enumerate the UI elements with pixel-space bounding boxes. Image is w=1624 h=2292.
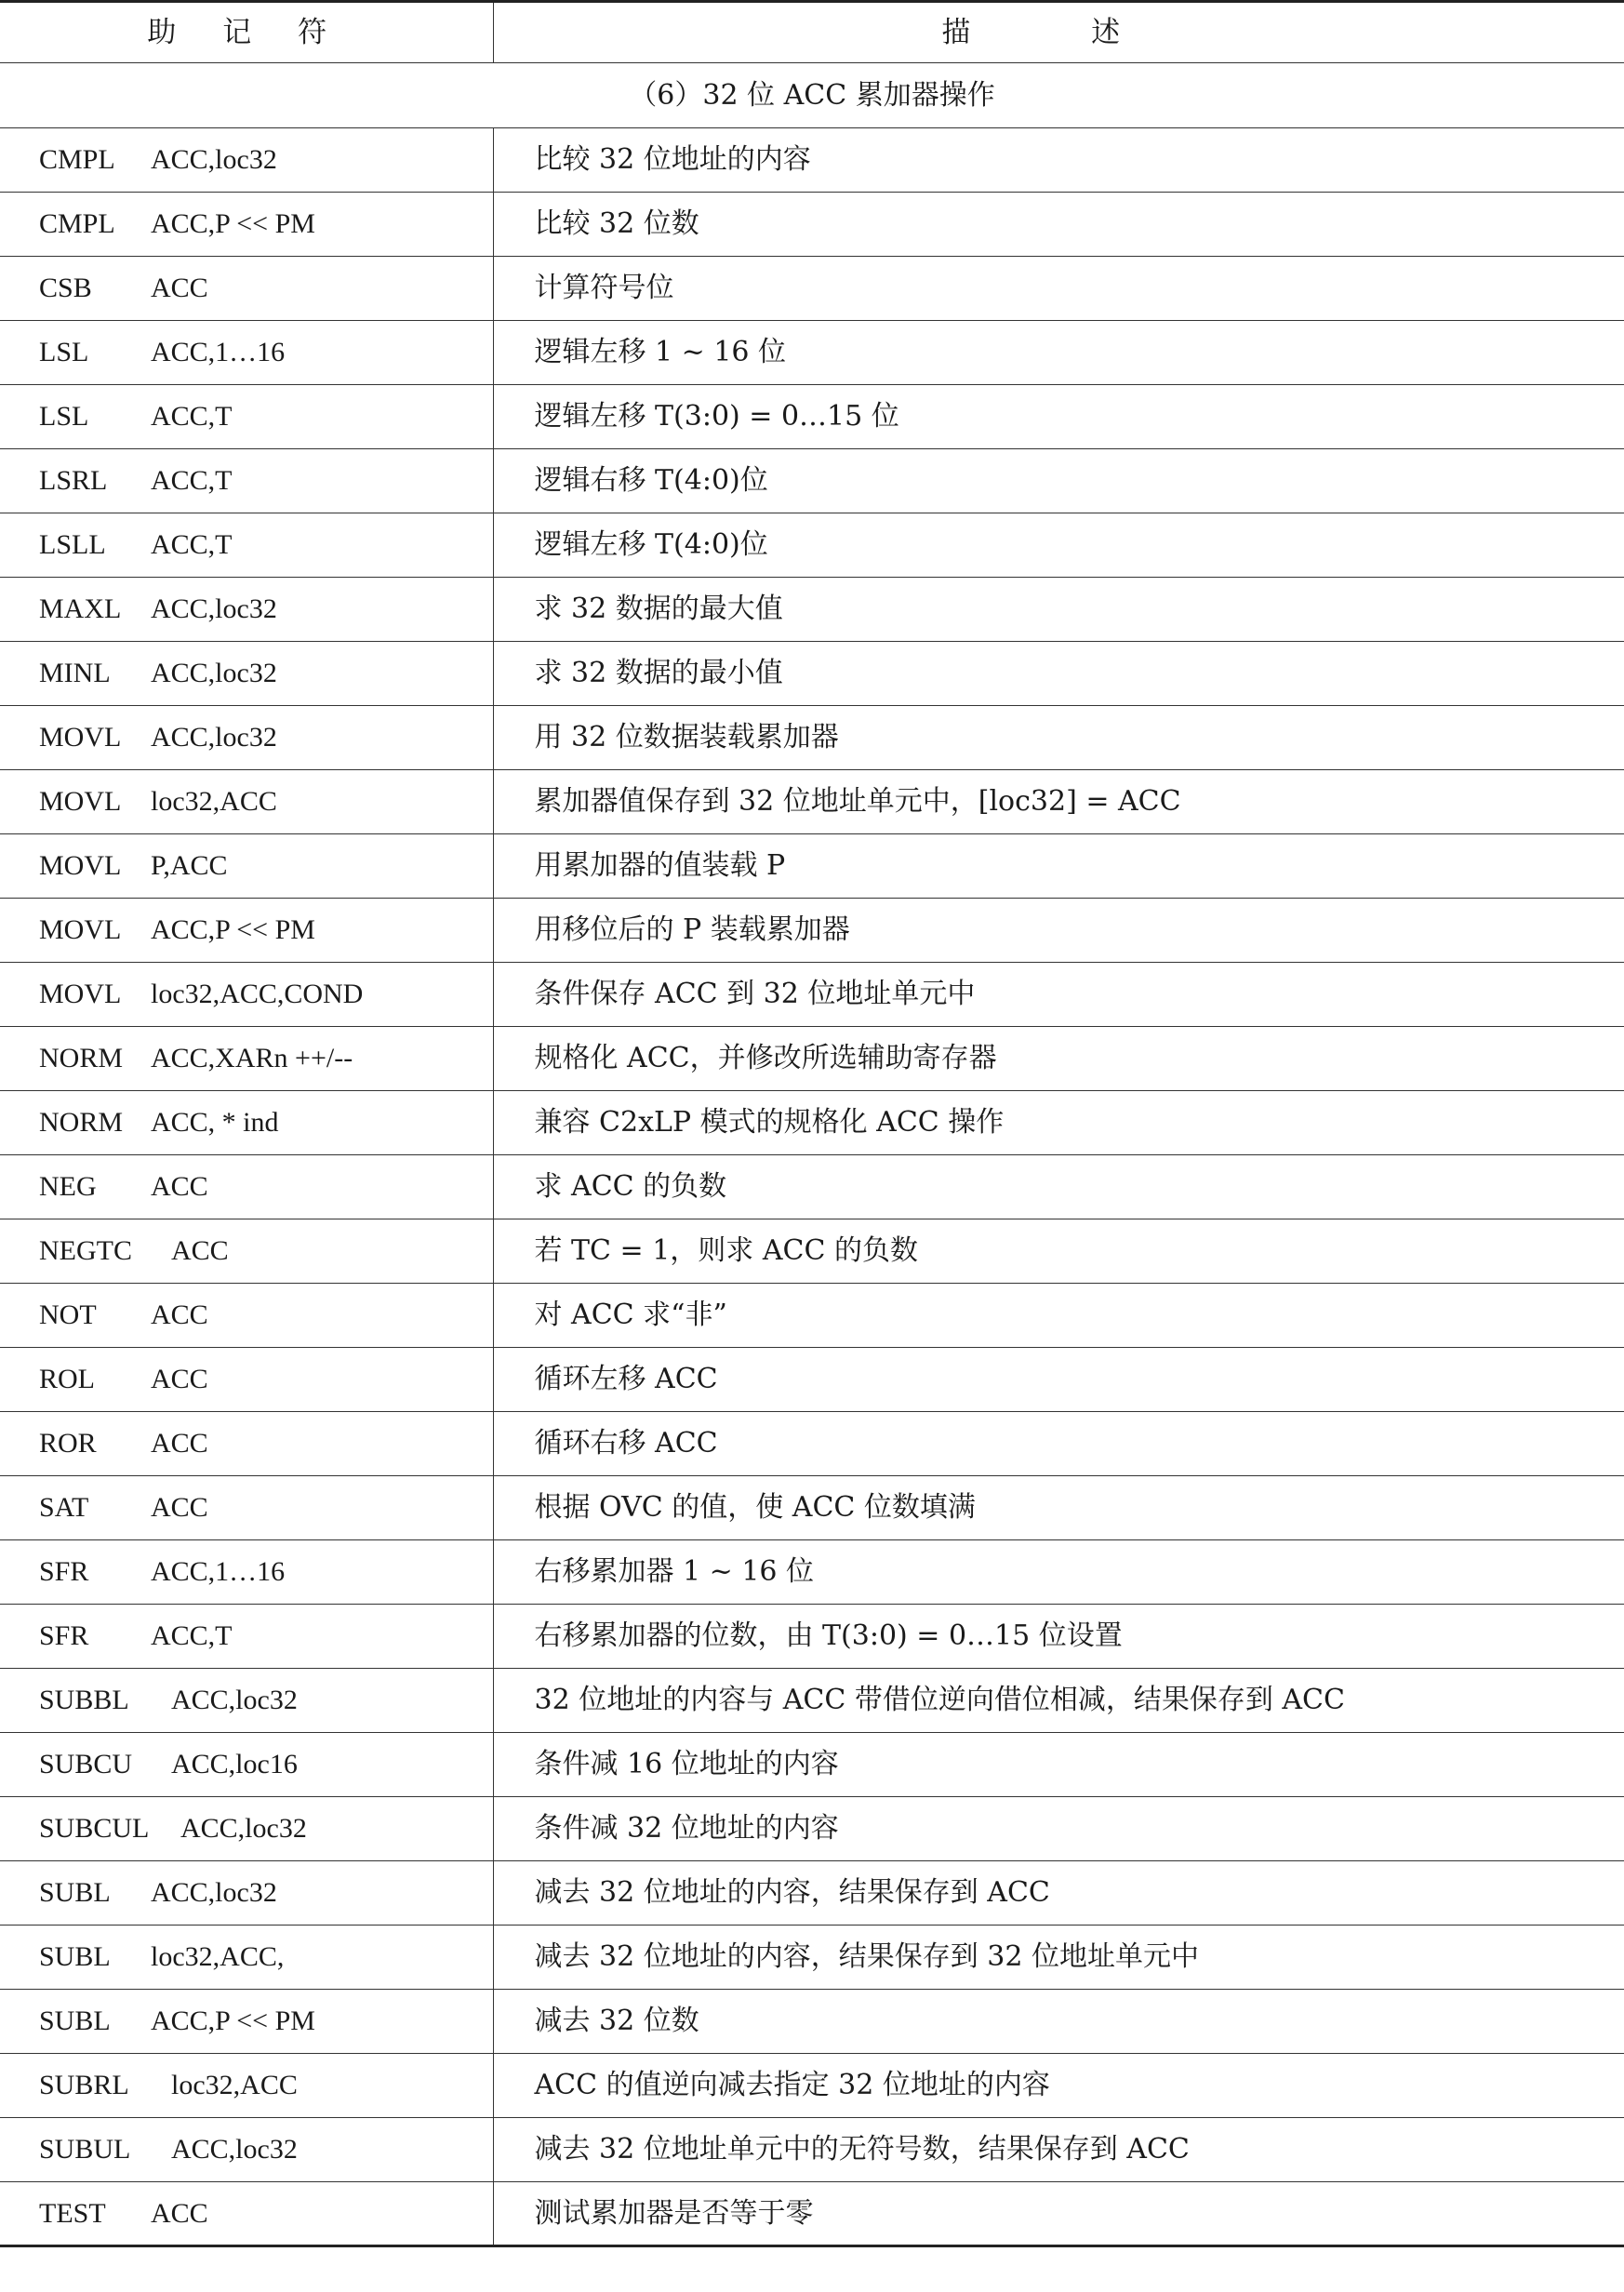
description-cell: 右移累加器的位数，由 T(3:0) = 0…15 位设置	[493, 1605, 1624, 1669]
description-cell: 逻辑左移 T(3:0) = 0…15 位	[493, 385, 1624, 449]
mnemonic: TEST	[39, 2197, 106, 2229]
mnemonic-cell	[0, 1861, 493, 1926]
mnemonic-cell	[0, 1733, 493, 1797]
mnemonic-cell	[0, 2118, 493, 2182]
mnemonic: MOVL	[39, 786, 122, 817]
operands: ACC	[151, 1171, 208, 1202]
mnemonic: MAXL	[39, 593, 122, 624]
table-row	[0, 578, 1624, 642]
mnemonic-cell	[0, 899, 493, 963]
description-cell: 累加器值保存到 32 位地址单元中，[loc32] = ACC	[493, 770, 1624, 834]
operands: ACC	[151, 1364, 208, 1394]
operands: ACC,loc32	[151, 593, 277, 624]
description-cell: 兼容 C2xLP 模式的规格化 ACC 操作	[493, 1091, 1624, 1155]
mnemonic: MOVL	[39, 722, 122, 753]
mnemonic: ROL	[39, 1364, 95, 1394]
mnemonic-cell	[0, 128, 493, 193]
header-description: 描 述	[493, 2, 1624, 63]
operands: P,ACC	[151, 850, 228, 881]
header-mnemonic: 助 记 符	[0, 2, 493, 63]
mnemonic-cell	[0, 513, 493, 578]
description-cell: 循环右移 ACC	[493, 1412, 1624, 1476]
table-row	[0, 1155, 1624, 1219]
operands: ACC,P << PM	[151, 208, 315, 239]
description-cell: 条件保存 ACC 到 32 位地址单元中	[493, 963, 1624, 1027]
mnemonic: SUBRL	[39, 2070, 129, 2100]
mnemonic: SFR	[39, 1556, 89, 1587]
description-cell: 用移位后的 P 装载累加器	[493, 899, 1624, 963]
description-cell: 求 32 数据的最小值	[493, 642, 1624, 706]
mnemonic: LSL	[39, 337, 89, 367]
description-cell: ACC 的值逆向减去指定 32 位地址的内容	[493, 2054, 1624, 2118]
mnemonic: SUBBL	[39, 1685, 129, 1715]
operands: ACC,1…16	[151, 1556, 286, 1587]
operands: ACC,loc32	[151, 722, 277, 753]
mnemonic-cell	[0, 642, 493, 706]
operands: loc32,ACC,COND	[151, 979, 364, 1009]
description-cell: 逻辑左移 1 ~ 16 位	[493, 321, 1624, 385]
mnemonic: CSB	[39, 273, 92, 303]
description-cell: 循环左移 ACC	[493, 1348, 1624, 1412]
operands: ACC,loc32	[151, 1877, 277, 1908]
description-cell: 比较 32 位数	[493, 193, 1624, 257]
description-cell: 逻辑左移 T(4:0)位	[493, 513, 1624, 578]
mnemonic-cell	[0, 2182, 493, 2246]
description-cell: 右移累加器 1 ~ 16 位	[493, 1540, 1624, 1605]
description-cell: 32 位地址的内容与 ACC 带借位逆向借位相减，结果保存到 ACC	[493, 1669, 1624, 1733]
description-cell: 计算符号位	[493, 257, 1624, 321]
section-title: （6）32 位 ACC 累加器操作	[0, 63, 1624, 128]
table-row	[0, 1348, 1624, 1412]
mnemonic-cell	[0, 193, 493, 257]
description-cell: 减去 32 位地址的内容，结果保存到 32 位地址单元中	[493, 1926, 1624, 1990]
description-cell: 条件减 32 位地址的内容	[493, 1797, 1624, 1861]
mnemonic-cell	[0, 1412, 493, 1476]
table-row	[0, 1926, 1624, 1990]
table-row	[0, 1091, 1624, 1155]
operands: ACC,P << PM	[151, 2006, 315, 2036]
mnemonic: SAT	[39, 1492, 89, 1523]
operands: ACC, * ind	[151, 1107, 279, 1138]
mnemonic: LSLL	[39, 529, 106, 560]
table-row	[0, 449, 1624, 513]
table-row	[0, 513, 1624, 578]
operands: ACC,loc16	[171, 1749, 298, 1779]
mnemonic: SUBCUL	[39, 1813, 150, 1844]
description-cell: 条件减 16 位地址的内容	[493, 1733, 1624, 1797]
table-row	[0, 1797, 1624, 1861]
mnemonic-cell	[0, 1219, 493, 1284]
mnemonic: NORM	[39, 1107, 124, 1138]
table-row	[0, 385, 1624, 449]
operands: ACC,loc32	[171, 1685, 298, 1715]
mnemonic-cell	[0, 1797, 493, 1861]
operands: ACC,T	[151, 529, 233, 560]
table-row	[0, 1605, 1624, 1669]
operands: loc32,ACC	[151, 786, 277, 817]
table-row	[0, 1219, 1624, 1284]
table-header	[0, 2, 1624, 63]
table-row	[0, 1861, 1624, 1926]
table-row	[0, 1412, 1624, 1476]
operands: ACC,P << PM	[151, 914, 315, 945]
table-row	[0, 321, 1624, 385]
mnemonic: CMPL	[39, 144, 115, 175]
operands: loc32,ACC,	[151, 1941, 285, 1972]
description-cell: 对 ACC 求“非”	[493, 1284, 1624, 1348]
table-row	[0, 642, 1624, 706]
table-body	[0, 63, 1624, 2246]
mnemonic: LSRL	[39, 465, 108, 496]
mnemonic-cell	[0, 1476, 493, 1540]
mnemonic-cell	[0, 385, 493, 449]
table-row	[0, 899, 1624, 963]
operands: ACC	[151, 2197, 208, 2229]
description-cell: 减去 32 位地址单元中的无符号数，结果保存到 ACC	[493, 2118, 1624, 2182]
table-row	[0, 770, 1624, 834]
mnemonic: MOVL	[39, 914, 122, 945]
mnemonic: SUBUL	[39, 2134, 131, 2165]
table-row	[0, 706, 1624, 770]
mnemonic-cell	[0, 1155, 493, 1219]
description-cell: 减去 32 位数	[493, 1990, 1624, 2054]
mnemonic-cell	[0, 321, 493, 385]
mnemonic: SUBL	[39, 2006, 111, 2036]
operands: ACC	[151, 273, 208, 303]
description-cell: 减去 32 位地址的内容，结果保存到 ACC	[493, 1861, 1624, 1926]
mnemonic: NEGTC	[39, 1235, 132, 1266]
description-cell: 测试累加器是否等于零	[493, 2182, 1624, 2246]
description-cell: 比较 32 位地址的内容	[493, 128, 1624, 193]
mnemonic: MOVL	[39, 850, 122, 881]
mnemonic-cell	[0, 449, 493, 513]
mnemonic: MINL	[39, 658, 111, 688]
mnemonic: SUBL	[39, 1877, 111, 1908]
table-row	[0, 1669, 1624, 1733]
mnemonic-cell	[0, 1669, 493, 1733]
operands: ACC	[171, 1235, 229, 1266]
mnemonic: SFR	[39, 1620, 89, 1651]
operands: ACC,loc32	[180, 1813, 307, 1844]
mnemonic-cell	[0, 1605, 493, 1669]
operands: ACC,loc32	[151, 144, 277, 175]
description-cell: 规格化 ACC，并修改所选辅助寄存器	[493, 1027, 1624, 1091]
table-row	[0, 2118, 1624, 2182]
mnemonic-cell	[0, 257, 493, 321]
description-cell: 用 32 位数据装载累加器	[493, 706, 1624, 770]
table-row	[0, 193, 1624, 257]
table-row	[0, 1540, 1624, 1605]
table-row	[0, 963, 1624, 1027]
operands: ACC	[151, 1299, 208, 1330]
description-cell: 用累加器的值装载 P	[493, 834, 1624, 899]
operands: ACC,loc32	[171, 2134, 298, 2165]
mnemonic-cell	[0, 2054, 493, 2118]
table-row	[0, 1027, 1624, 1091]
mnemonic-cell	[0, 770, 493, 834]
mnemonic-cell	[0, 1027, 493, 1091]
mnemonic-cell	[0, 1926, 493, 1990]
mnemonic-cell	[0, 1284, 493, 1348]
mnemonic-cell	[0, 1990, 493, 2054]
operands: ACC	[151, 1428, 208, 1459]
operands: ACC	[151, 1492, 208, 1523]
mnemonic: ROR	[39, 1428, 97, 1459]
mnemonic: SUBCU	[39, 1749, 133, 1779]
mnemonic: MOVL	[39, 979, 122, 1009]
mnemonic: NEG	[39, 1171, 97, 1202]
description-cell: 求 ACC 的负数	[493, 1155, 1624, 1219]
table-row	[0, 2054, 1624, 2118]
description-cell: 求 32 数据的最大值	[493, 578, 1624, 642]
description-cell: 若 TC = 1，则求 ACC 的负数	[493, 1219, 1624, 1284]
mnemonic-cell	[0, 578, 493, 642]
table-row	[0, 1990, 1624, 2054]
mnemonic-cell	[0, 834, 493, 899]
operands: ACC,T	[151, 1620, 233, 1651]
operands: ACC,XARn ++/--	[151, 1043, 353, 1073]
description-cell: 根据 OVC 的值，使 ACC 位数填满	[493, 1476, 1624, 1540]
mnemonic-cell	[0, 1540, 493, 1605]
operands: ACC,T	[151, 401, 233, 432]
mnemonic-cell	[0, 963, 493, 1027]
mnemonic: NOT	[39, 1299, 97, 1330]
mnemonic-cell	[0, 1091, 493, 1155]
table-row	[0, 257, 1624, 321]
mnemonic: SUBL	[39, 1941, 111, 1972]
section-row	[0, 63, 1624, 128]
operands: ACC,loc32	[151, 658, 277, 688]
mnemonic: LSL	[39, 401, 89, 432]
operands: ACC,T	[151, 465, 233, 496]
table-row	[0, 1476, 1624, 1540]
mnemonic-cell	[0, 1348, 493, 1412]
mnemonic: CMPL	[39, 208, 115, 239]
table-row	[0, 1733, 1624, 1797]
table-row	[0, 2182, 1624, 2246]
table-row	[0, 128, 1624, 193]
operands: ACC,1…16	[151, 337, 286, 367]
operands: loc32,ACC	[171, 2070, 298, 2100]
description-cell: 逻辑右移 T(4:0)位	[493, 449, 1624, 513]
mnemonic-cell	[0, 706, 493, 770]
mnemonic: NORM	[39, 1043, 124, 1073]
table-row	[0, 834, 1624, 899]
header-row	[0, 2, 1624, 63]
table-row	[0, 1284, 1624, 1348]
